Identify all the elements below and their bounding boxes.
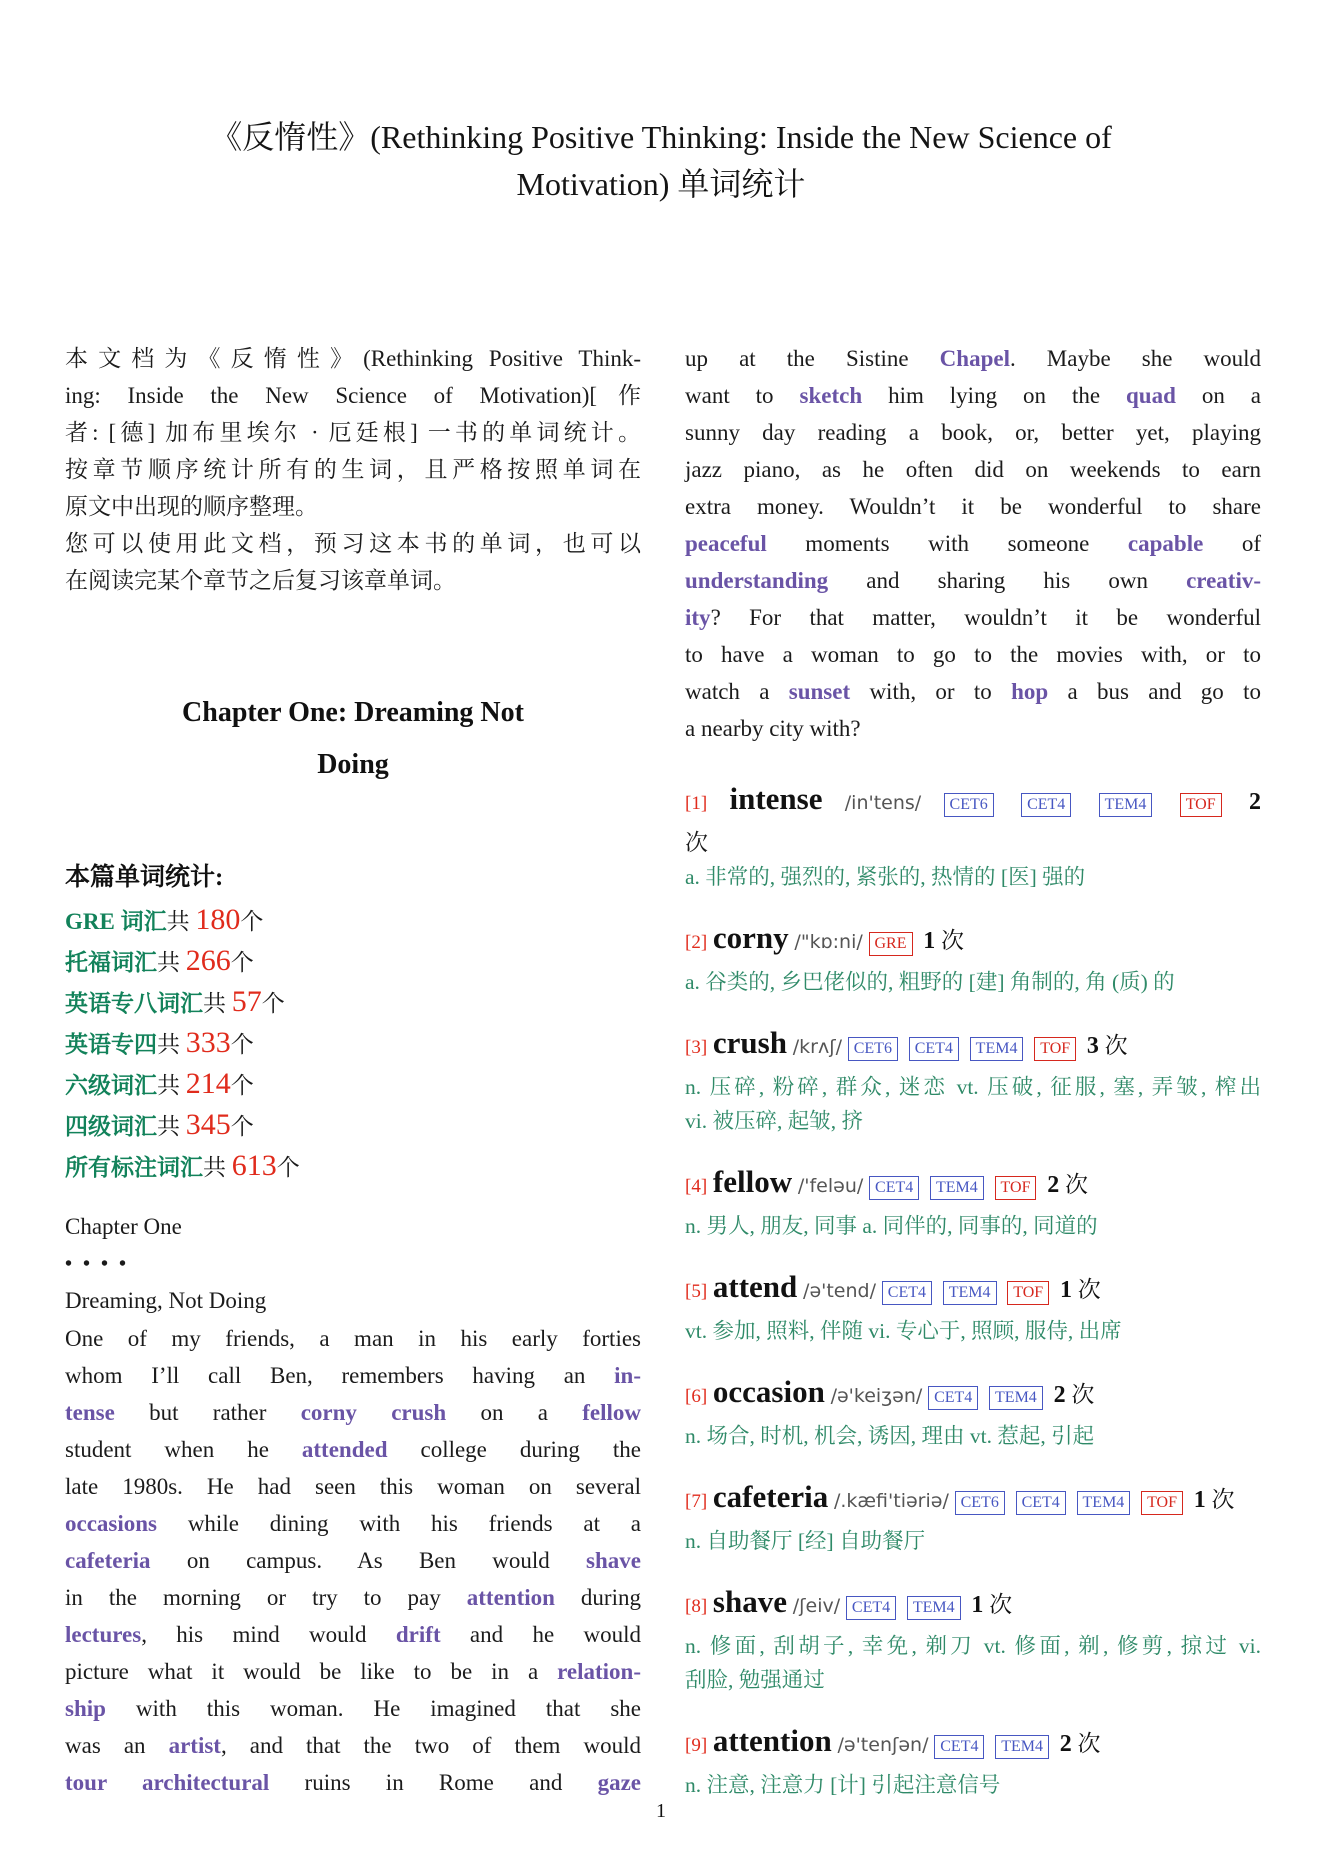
entry-phonetic: /.kæfi'tiəriə/ bbox=[833, 1490, 949, 1512]
text-line bbox=[65, 414, 641, 451]
tag-badge-cet6: CET6 bbox=[848, 1037, 898, 1061]
word-entry bbox=[685, 1580, 1261, 1697]
text-run: during bbox=[554, 1585, 641, 1610]
stat-mid-text: 共 bbox=[203, 991, 232, 1016]
stat-mid-text: 共 bbox=[166, 909, 196, 934]
stat-suffix: 个 bbox=[230, 1114, 254, 1139]
highlighted-word: understanding bbox=[685, 568, 829, 593]
stat-suffix: 个 bbox=[261, 991, 285, 1016]
text-run: 按章节顺序统计所有的生词，且严格按照单词在 bbox=[65, 457, 641, 482]
highlighted-word: occasions bbox=[65, 1511, 157, 1536]
highlighted-word: fellow bbox=[582, 1400, 641, 1425]
body-paragraph-right bbox=[685, 340, 1261, 747]
entry-index: [7] bbox=[685, 1491, 708, 1512]
stat-line bbox=[65, 940, 641, 981]
entry-word: attention bbox=[712, 1723, 832, 1758]
text-line bbox=[65, 1542, 641, 1579]
stat-label: 英语专八词汇 bbox=[65, 991, 203, 1016]
entry-index: [3] bbox=[685, 1037, 708, 1058]
text-run: a bus and go to bbox=[1048, 679, 1261, 704]
entry-definition: n. 修面, 刮胡子, 幸免, 剃刀 vt. 修面, 剃, 修剪, 掠过 vi. bbox=[685, 1634, 1261, 1658]
entry-headline bbox=[685, 1370, 1261, 1419]
chapter-name: Chapter One bbox=[65, 1214, 182, 1239]
text-line bbox=[65, 377, 641, 414]
entry-phonetic: /krʌʃ/ bbox=[792, 1036, 842, 1058]
dots-separator: •••• bbox=[65, 1253, 138, 1275]
entry-headline bbox=[685, 1475, 1261, 1524]
page-number: 1 bbox=[656, 1800, 666, 1822]
text-run: while dining with his friends at a bbox=[157, 1511, 641, 1536]
entry-index: [1] bbox=[685, 793, 708, 814]
stat-mid-text: 共 bbox=[157, 950, 186, 975]
stat-line bbox=[65, 1145, 641, 1186]
stat-line bbox=[65, 1104, 641, 1145]
stat-count: 345 bbox=[185, 1108, 231, 1141]
entry-phonetic: /"kɒ:ni/ bbox=[794, 931, 863, 953]
text-line bbox=[65, 1764, 641, 1801]
highlighted-word: gaze bbox=[597, 1770, 641, 1795]
tag-badge-cet4: CET4 bbox=[846, 1596, 896, 1620]
text-run: and he would bbox=[440, 1622, 641, 1647]
text-run: on a bbox=[446, 1400, 583, 1425]
text-line bbox=[685, 710, 1261, 747]
text-run: 您可以使用此文档，预习这本书的单词，也可以 bbox=[65, 531, 641, 556]
tag-badge-tof: TOF bbox=[995, 1176, 1037, 1200]
entry-phonetic: /ə'tend/ bbox=[803, 1280, 877, 1302]
stat-count: 333 bbox=[185, 1026, 231, 1059]
document-title bbox=[0, 0, 1322, 208]
highlighted-word: ity bbox=[685, 605, 711, 630]
entry-count: 1 bbox=[1059, 1277, 1072, 1303]
highlighted-word: Chapel bbox=[939, 346, 1010, 371]
entry-definition: vt. 参加, 照料, 伴随 vi. 专心于, 照顾, 服侍, 出席 bbox=[685, 1319, 1122, 1343]
entry-times-word: 次 bbox=[685, 830, 708, 855]
entry-definition: a. 谷类的, 乡巴佬似的, 粗野的 [建] 角制的, 角 (质) 的 bbox=[685, 970, 1175, 994]
entry-word: fellow bbox=[712, 1164, 793, 1199]
entry-definition: n. 注意, 注意力 [计] 引起注意信号 bbox=[685, 1773, 1001, 1797]
word-entry bbox=[685, 1370, 1261, 1453]
highlighted-word: relation- bbox=[557, 1659, 641, 1684]
tag-badge-tof: TOF bbox=[1180, 793, 1222, 817]
entry-headline bbox=[685, 1160, 1261, 1209]
highlighted-word: hop bbox=[1011, 679, 1049, 704]
word-entry bbox=[685, 1160, 1261, 1243]
stat-mid-text: 共 bbox=[203, 1155, 232, 1180]
text-run: up at the Sistine bbox=[685, 346, 940, 371]
tag-badge-cet6: CET6 bbox=[955, 1491, 1005, 1515]
tag-badge-cet4: CET4 bbox=[934, 1735, 984, 1759]
text-line bbox=[65, 488, 641, 525]
entry-count: 1 bbox=[923, 928, 936, 954]
stat-line bbox=[65, 899, 641, 940]
tag-badge-tem4: TEM4 bbox=[943, 1281, 997, 1305]
stat-suffix: 个 bbox=[230, 950, 254, 975]
entry-headline bbox=[685, 916, 1261, 965]
text-run: to have a woman to go to the movies with, or to bbox=[685, 642, 1261, 667]
highlighted-word: lectures bbox=[65, 1622, 142, 1647]
tag-badge-cet4: CET4 bbox=[882, 1281, 932, 1305]
tag-badge-tem4: TEM4 bbox=[989, 1386, 1043, 1410]
text-line bbox=[685, 451, 1261, 488]
text-run: ruins in Rome and bbox=[269, 1770, 598, 1795]
highlighted-word: shave bbox=[586, 1548, 641, 1573]
body-paragraph-left bbox=[65, 1320, 641, 1801]
tag-badge-tem4: TEM4 bbox=[970, 1037, 1024, 1061]
text-run: in the morning or try to pay bbox=[65, 1585, 467, 1610]
chapter-sub-block bbox=[65, 1208, 641, 1320]
tag-badge-cet4: CET4 bbox=[1016, 1491, 1066, 1515]
text-line bbox=[65, 1468, 641, 1505]
text-run: on campus. As Ben would bbox=[150, 1548, 587, 1573]
chapter-heading-line-1: Chapter One: Dreaming Not bbox=[182, 697, 524, 728]
entry-definition: a. 非常的, 强烈的, 紧张的, 热情的 [医] 强的 bbox=[685, 865, 1086, 889]
tag-badge-tem4: TEM4 bbox=[1077, 1491, 1131, 1515]
entry-definition: n. 男人, 朋友, 同事 a. 同伴的, 同事的, 同道的 bbox=[685, 1214, 1098, 1238]
text-run: was an bbox=[65, 1733, 169, 1758]
highlighted-word: tense bbox=[65, 1400, 115, 1425]
entry-count: 1 bbox=[1193, 1487, 1206, 1513]
entry-definition: vi. 被压碎, 起皱, 挤 bbox=[685, 1109, 863, 1133]
highlighted-word: artist bbox=[168, 1733, 221, 1758]
text-line bbox=[65, 1727, 641, 1764]
text-run: extra money. Wouldn’t it be wonderful to share bbox=[685, 494, 1261, 519]
stat-label: 英语专四 bbox=[65, 1032, 157, 1057]
text-line bbox=[65, 1357, 641, 1394]
highlighted-word: corny crush bbox=[300, 1400, 447, 1425]
stat-count: 266 bbox=[185, 944, 231, 977]
text-run: ing: Inside the New Science of Motivation)[作 bbox=[65, 383, 641, 408]
word-entry bbox=[685, 916, 1261, 999]
highlighted-word: capable bbox=[1127, 531, 1204, 556]
entry-word: cafeteria bbox=[712, 1479, 829, 1514]
entry-count: 2 bbox=[1047, 1172, 1060, 1198]
text-line bbox=[65, 562, 641, 599]
entry-count: 3 bbox=[1086, 1033, 1099, 1059]
right-column bbox=[685, 340, 1261, 1824]
stat-suffix: 个 bbox=[276, 1155, 300, 1180]
text-run: of bbox=[1203, 531, 1261, 556]
entry-phonetic: /ə'keiʒən/ bbox=[830, 1385, 923, 1407]
text-line bbox=[65, 1394, 641, 1431]
text-run: 在阅读完某个章节之后复习该章单词。 bbox=[65, 568, 456, 593]
tag-badge-cet4: CET4 bbox=[869, 1176, 919, 1200]
text-run: but rather bbox=[114, 1400, 301, 1425]
highlighted-word: attended bbox=[301, 1437, 388, 1462]
entry-phonetic: /in'tens/ bbox=[844, 792, 922, 814]
text-run: moments with someone bbox=[766, 531, 1128, 556]
stat-suffix: 个 bbox=[230, 1032, 254, 1057]
text-run: watch a bbox=[685, 679, 789, 704]
highlighted-word: sunset bbox=[788, 679, 851, 704]
stat-suffix: 个 bbox=[240, 909, 264, 934]
entry-times-word: 次 bbox=[1077, 1277, 1101, 1302]
text-run: with this woman. He imagined that she bbox=[105, 1696, 641, 1721]
text-run: on a bbox=[1175, 383, 1261, 408]
word-entry bbox=[685, 1265, 1261, 1348]
left-column bbox=[65, 340, 641, 1824]
stats-title: 本篇单词统计: bbox=[65, 864, 224, 891]
entry-headline bbox=[685, 1580, 1261, 1629]
stat-count: 180 bbox=[195, 903, 241, 936]
document-title-line-2: Motivation) 单词统计 bbox=[516, 166, 806, 202]
stat-line bbox=[65, 1022, 641, 1063]
text-run: , and that the two of them would bbox=[220, 1733, 641, 1758]
entry-phonetic: /ʃeiv/ bbox=[792, 1595, 841, 1617]
stat-suffix: 个 bbox=[230, 1073, 254, 1098]
stat-count: 57 bbox=[231, 985, 262, 1018]
text-run: student when he bbox=[65, 1437, 302, 1462]
word-entry bbox=[685, 777, 1261, 894]
entry-count: 2 bbox=[1053, 1382, 1066, 1408]
text-run: and sharing his own bbox=[828, 568, 1187, 593]
text-line bbox=[685, 636, 1261, 673]
text-run: college during the bbox=[387, 1437, 641, 1462]
word-entry bbox=[685, 1719, 1261, 1802]
stat-label: 六级词汇 bbox=[65, 1073, 157, 1098]
tag-badge-tof: TOF bbox=[1141, 1491, 1183, 1515]
text-run: late 1980s. He had seen this woman on several bbox=[65, 1474, 641, 1499]
text-run: want to bbox=[685, 383, 800, 408]
text-line bbox=[65, 1579, 641, 1616]
word-entries-list bbox=[685, 777, 1261, 1802]
entry-definition: n. 自助餐厅 [经] 自助餐厅 bbox=[685, 1529, 926, 1553]
text-line bbox=[685, 673, 1261, 710]
text-run: 本文档为《反惰性》(Rethinking Positive Think- bbox=[65, 346, 641, 371]
stat-label: GRE 词汇 bbox=[65, 909, 167, 934]
stat-mid-text: 共 bbox=[157, 1073, 186, 1098]
tag-badge-cet6: CET6 bbox=[944, 793, 994, 817]
text-line bbox=[65, 340, 641, 377]
tag-badge-tem4: TEM4 bbox=[930, 1176, 984, 1200]
tag-badge-tem4: TEM4 bbox=[995, 1735, 1049, 1759]
text-line bbox=[65, 451, 641, 488]
entry-word: shave bbox=[712, 1584, 787, 1619]
text-line bbox=[65, 1653, 641, 1690]
entry-index: [8] bbox=[685, 1596, 708, 1617]
text-line bbox=[65, 1320, 641, 1357]
highlighted-word: ship bbox=[65, 1696, 106, 1721]
text-run: ? For that matter, wouldn’t it be wonderful bbox=[710, 605, 1261, 630]
entry-times-word: 次 bbox=[1071, 1382, 1095, 1407]
entry-times-word: 次 bbox=[989, 1592, 1013, 1617]
text-run: him lying on the bbox=[862, 383, 1127, 408]
text-run: 原文中出现的顺序整理。 bbox=[65, 494, 318, 519]
chapter-heading bbox=[65, 687, 641, 791]
entry-index: [5] bbox=[685, 1281, 708, 1302]
text-line bbox=[685, 340, 1261, 377]
text-run: One of my friends, a man in his early forties bbox=[65, 1326, 641, 1351]
highlighted-word: drift bbox=[395, 1622, 441, 1647]
text-line bbox=[685, 414, 1261, 451]
entry-headline bbox=[685, 777, 1261, 826]
highlighted-word: cafeteria bbox=[65, 1548, 151, 1573]
stat-line bbox=[65, 981, 641, 1022]
intro-paragraph bbox=[65, 340, 641, 599]
entry-count: 2 bbox=[1059, 1731, 1072, 1757]
tag-badge-tem4: TEM4 bbox=[1099, 793, 1153, 817]
stat-mid-text: 共 bbox=[157, 1114, 186, 1139]
entry-times-word: 次 bbox=[1104, 1033, 1128, 1058]
entry-phonetic: /ə'tenʃən/ bbox=[837, 1734, 929, 1756]
text-line bbox=[685, 525, 1261, 562]
highlighted-word: creativ- bbox=[1186, 568, 1261, 593]
tag-badge-tof: TOF bbox=[1007, 1281, 1049, 1305]
entry-headline bbox=[685, 1719, 1261, 1768]
entry-headline bbox=[685, 1021, 1261, 1070]
chapter-heading-line-2: Doing bbox=[317, 749, 389, 780]
entry-times-word: 次 bbox=[1077, 1731, 1101, 1756]
entry-word: attend bbox=[712, 1269, 798, 1304]
text-line bbox=[685, 562, 1261, 599]
entry-times-word: 次 bbox=[1211, 1487, 1235, 1512]
text-run: picture what it would be like to be in a bbox=[65, 1659, 558, 1684]
text-run: a nearby city with? bbox=[685, 716, 861, 741]
word-entry bbox=[685, 1475, 1261, 1558]
entry-definition: 刮脸, 勉强通过 bbox=[685, 1668, 825, 1692]
tag-badge-tem4: TEM4 bbox=[907, 1596, 961, 1620]
text-line bbox=[65, 1616, 641, 1653]
text-run: jazz piano, as he often did on weekends to earn bbox=[685, 457, 1261, 482]
stat-label: 四级词汇 bbox=[65, 1114, 157, 1139]
entry-index: [2] bbox=[685, 932, 708, 953]
tag-badge-gre: GRE bbox=[869, 932, 913, 956]
highlighted-word: tour architectural bbox=[65, 1770, 270, 1795]
text-line bbox=[685, 488, 1261, 525]
stat-line bbox=[65, 1063, 641, 1104]
text-run: sunny day reading a book, or, better yet, playing bbox=[685, 420, 1261, 445]
tag-badge-tof: TOF bbox=[1034, 1037, 1076, 1061]
entry-phonetic: /'feləu/ bbox=[797, 1175, 864, 1197]
entry-definition: n. 场合, 时机, 机会, 诱因, 理由 vt. 惹起, 引起 bbox=[685, 1424, 1095, 1448]
text-line bbox=[65, 525, 641, 562]
stats-list bbox=[65, 899, 641, 1186]
stat-label: 托福词汇 bbox=[65, 950, 157, 975]
highlighted-word: sketch bbox=[799, 383, 863, 408]
highlighted-word: in- bbox=[614, 1363, 641, 1388]
text-line bbox=[65, 1431, 641, 1468]
text-line bbox=[65, 1690, 641, 1727]
stat-label: 所有标注词汇 bbox=[65, 1155, 203, 1180]
tag-badge-cet4: CET4 bbox=[909, 1037, 959, 1061]
entry-count: 1 bbox=[971, 1592, 984, 1618]
text-run: whom I’ll call Ben, remembers having an bbox=[65, 1363, 615, 1388]
entry-word: occasion bbox=[712, 1374, 825, 1409]
entry-headline bbox=[685, 1265, 1261, 1314]
highlighted-word: peaceful bbox=[685, 531, 767, 556]
text-run: . Maybe she would bbox=[1009, 346, 1262, 371]
entry-word: intense bbox=[729, 781, 823, 816]
text-line bbox=[685, 599, 1261, 636]
entry-word: corny bbox=[712, 920, 789, 955]
entry-index: [4] bbox=[685, 1176, 708, 1197]
tag-badge-cet4: CET4 bbox=[928, 1386, 978, 1410]
entry-definition: n. 压碎, 粉碎, 群众, 迷恋 vt. 压破, 征服, 塞, 弄皱, 榨出 bbox=[685, 1075, 1261, 1099]
text-line bbox=[65, 1505, 641, 1542]
two-column-layout bbox=[0, 340, 1322, 1824]
text-line bbox=[685, 377, 1261, 414]
text-run: with, or to bbox=[850, 679, 1012, 704]
stat-count: 613 bbox=[231, 1149, 277, 1182]
entry-index: [9] bbox=[685, 1735, 708, 1756]
entry-word: crush bbox=[712, 1025, 787, 1060]
entry-times-word: 次 bbox=[941, 928, 964, 953]
entry-count: 2 bbox=[1248, 789, 1261, 815]
word-entry bbox=[685, 1021, 1261, 1138]
stat-mid-text: 共 bbox=[157, 1032, 186, 1057]
highlighted-word: attention bbox=[466, 1585, 555, 1610]
document-title-line-1: 《反惰性》(Rethinking Positive Thinking: Inside the New Science of bbox=[210, 119, 1112, 155]
chapter-subtitle: Dreaming, Not Doing bbox=[65, 1288, 267, 1313]
entry-index: [6] bbox=[685, 1386, 708, 1407]
entry-times-word: 次 bbox=[1064, 1172, 1088, 1197]
text-run: 者: [德] 加布里埃尔 · 厄廷根] 一书的单词统计。 bbox=[65, 420, 641, 445]
tag-badge-cet4: CET4 bbox=[1021, 793, 1071, 817]
stat-count: 214 bbox=[185, 1067, 231, 1100]
highlighted-word: quad bbox=[1126, 383, 1176, 408]
text-run: , his mind would bbox=[141, 1622, 396, 1647]
